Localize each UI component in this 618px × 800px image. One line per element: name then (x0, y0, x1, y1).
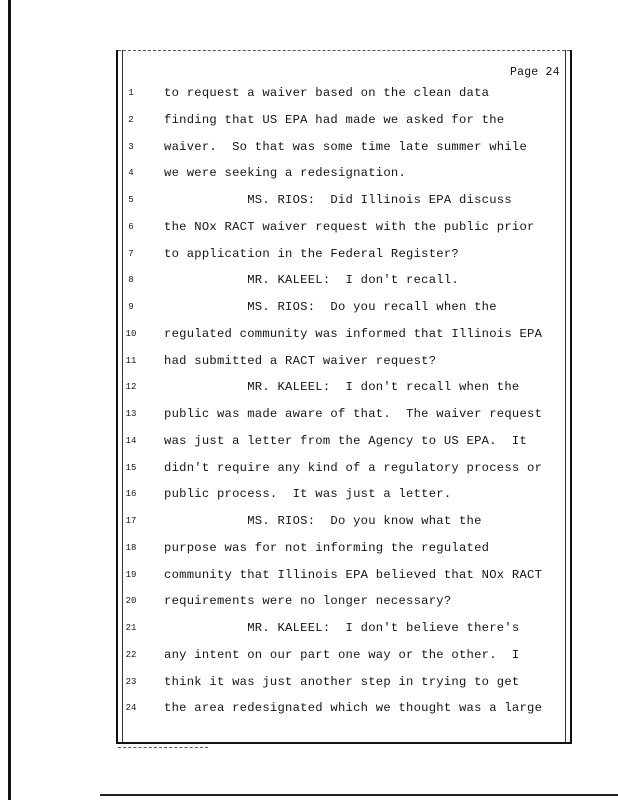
transcript-line: MS. RIOS: Do you know what the (164, 514, 482, 528)
line-number: 13 (125, 409, 137, 419)
line-number: 24 (125, 703, 137, 714)
scan-bottom-edge (100, 794, 618, 796)
line-number: 1 (128, 88, 134, 98)
transcript-line: regulated community was informed that Illinois EPA (164, 326, 543, 341)
line-number: 3 (128, 141, 134, 152)
transcript-line: MR. KALEEL: I don't recall when the (164, 380, 520, 395)
right-margin-rule (565, 50, 566, 744)
transcript-page (116, 50, 572, 744)
page-number: Page 24 (510, 66, 560, 79)
transcript-line: public process. It was just a letter. (164, 487, 452, 502)
transcript-line: was just a letter from the Agency to US EPA. It (164, 433, 528, 448)
transcript-line: finding that US EPA had made we asked for the (164, 112, 505, 127)
transcript-line: the area redesignated which we thought was a large (164, 701, 543, 716)
line-number: 16 (125, 489, 137, 500)
line-number: 18 (125, 542, 137, 553)
transcript-line: MS. RIOS: Did Illinois EPA discuss (164, 193, 512, 207)
transcript-line: we were seeking a redesignation. (164, 166, 407, 181)
transcript-line: MS. RIOS: Do you recall when the (164, 300, 497, 314)
line-number: 23 (125, 676, 137, 687)
line-number: 17 (125, 516, 137, 526)
transcript-line: MR. KALEEL: I don't believe there's (164, 621, 520, 635)
line-number: 22 (125, 649, 137, 660)
line-number: 4 (128, 168, 134, 179)
line-number: 14 (125, 435, 137, 446)
transcript-line: purpose was for not informing the regulated (164, 540, 490, 555)
line-number: 19 (125, 569, 137, 580)
transcript-line: requirements were no longer necessary? (164, 594, 452, 609)
line-number: 20 (125, 596, 137, 607)
line-number: 21 (125, 623, 137, 633)
bottom-dash-rule (118, 747, 208, 748)
line-number: 15 (125, 462, 137, 473)
transcript-line: to application in the Federal Register? (164, 246, 459, 261)
transcript-line: waiver. So that was some time late summer while (164, 139, 528, 154)
top-rule (118, 50, 570, 51)
transcript-line: community that Illinois EPA believed that NOx RACT (164, 567, 543, 582)
transcript-line: to request a waiver based on the clean data (164, 86, 490, 100)
bottom-rule (118, 742, 570, 744)
scan-left-edge (8, 0, 11, 800)
line-number: 11 (125, 355, 137, 366)
transcript-line: MR. KALEEL: I don't recall. (164, 273, 459, 288)
line-number: 9 (128, 302, 134, 312)
transcript-line: didn't require any kind of a regulatory process or (164, 460, 543, 475)
line-number: 8 (128, 275, 134, 286)
line-number: 2 (128, 114, 134, 125)
line-number: 12 (125, 382, 137, 393)
transcript-line: had submitted a RACT waiver request? (164, 353, 437, 368)
line-number: 6 (128, 221, 134, 232)
transcript-line: think it was just another step in trying to get (164, 674, 520, 689)
transcript-line: the NOx RACT waiver request with the public prior (164, 219, 535, 234)
transcript-line: public was made aware of that. The waiver request (164, 407, 543, 421)
left-margin-rule (122, 50, 123, 744)
line-number: 10 (125, 328, 137, 339)
line-number: 5 (128, 195, 134, 205)
transcript-line: any intent on our part one way or the other. I (164, 647, 520, 662)
line-number: 7 (128, 248, 134, 259)
